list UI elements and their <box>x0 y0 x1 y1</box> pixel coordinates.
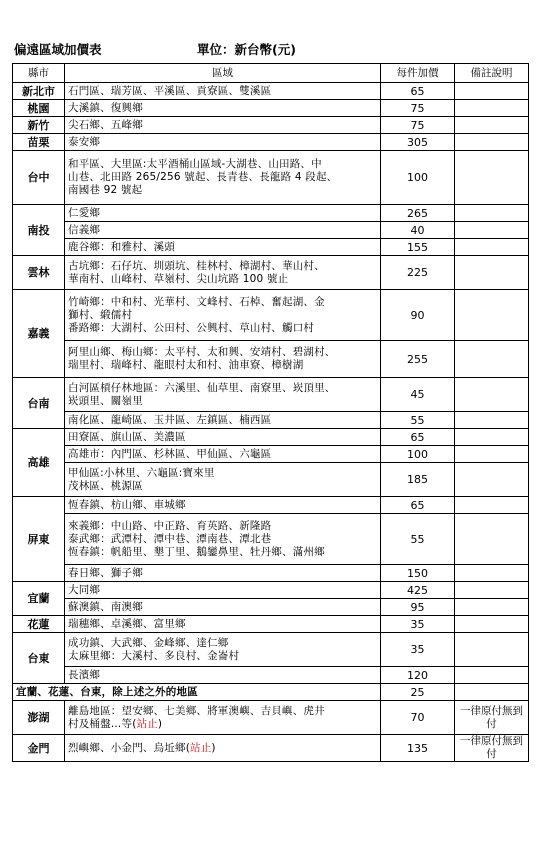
price-cell: 70 <box>381 701 455 735</box>
county-cell: 宜蘭 <box>13 582 65 616</box>
price-cell: 90 <box>381 290 455 341</box>
county-cell: 台南 <box>13 378 65 429</box>
area-cell: 蘇澳鎮、南澳鄉 <box>65 599 381 616</box>
county-cell: 台中 <box>13 151 65 205</box>
area-cell: 和平區、大里區:太平酒桶山區域-大湖巷、山田路、中 山巷、北田路 265/256 號起、長青巷、長龍路 4 段起、 南國巷 92 號起 <box>65 151 381 205</box>
table-row <box>13 497 529 514</box>
note-cell <box>455 565 529 582</box>
table-row <box>13 463 529 497</box>
table-row <box>13 151 529 205</box>
header-note: 備註說明 <box>455 64 529 83</box>
table-row <box>13 667 529 684</box>
table-row <box>13 341 529 378</box>
county-cell: 雲林 <box>13 256 65 290</box>
price-cell: 425 <box>381 582 455 599</box>
station-stop-label: 站止 <box>190 741 212 754</box>
price-cell: 155 <box>381 239 455 256</box>
price-cell: 65 <box>381 429 455 446</box>
note-cell <box>455 667 529 684</box>
price-cell: 35 <box>381 616 455 633</box>
table-row <box>13 735 529 762</box>
note-cell <box>455 412 529 429</box>
note-cell <box>455 514 529 565</box>
note-cell <box>455 290 529 341</box>
area-cell: 阿里山鄉、梅山鄉：太平村、太和興、安靖村、碧湖村、 瑞里村、瑞峰村、龍眼村太和村、油車寮、樟樹湖 <box>65 341 381 378</box>
area-cell: 春日鄉、獅子鄉 <box>65 565 381 582</box>
county-cell: 金門 <box>13 735 65 762</box>
area-cell: 來義鄉：中山路、中正路、育英路、新隆路 泰武鄉：武潭村、潭中巷、潭南巷、潭北巷 恆春鎮：帆船里、墾丁里、鵝鑾鼻里、牡丹鄉、滿州鄉 <box>65 514 381 565</box>
table-row <box>13 117 529 134</box>
table-row <box>13 616 529 633</box>
table-row <box>13 429 529 446</box>
price-cell: 100 <box>381 446 455 463</box>
table-row <box>13 239 529 256</box>
area-cell: 白河區槓仔林地區：六溪里、仙草里、南寮里、崁頂里、 崁頭里、關嶺里 <box>65 378 381 412</box>
table-row <box>13 256 529 290</box>
note-cell <box>455 599 529 616</box>
table-row <box>13 378 529 412</box>
area-cell: 田寮區、旗山區、美濃區 <box>65 429 381 446</box>
table-row <box>13 633 529 667</box>
price-cell: 150 <box>381 565 455 582</box>
note-cell <box>455 100 529 117</box>
area-cell: 石門區、瑞芳區、平溪區、貢寮區、雙溪區 <box>65 83 381 100</box>
note-cell <box>455 134 529 151</box>
header-price: 每件加價 <box>381 64 455 83</box>
table-row <box>13 205 529 222</box>
area-cell <box>65 701 381 735</box>
table-row <box>13 565 529 582</box>
county-cell: 澎湖 <box>13 701 65 735</box>
county-cell: 南投 <box>13 205 65 256</box>
area-text: 烈嶼鄉、小金門、烏坵鄉( <box>68 741 190 754</box>
price-cell: 65 <box>381 83 455 100</box>
header-area: 區域 <box>65 64 381 83</box>
note-cell <box>455 582 529 599</box>
note-cell <box>455 429 529 446</box>
price-cell: 55 <box>381 514 455 565</box>
table-row <box>13 222 529 239</box>
price-cell: 25 <box>381 684 455 701</box>
area-cell: 南化區、龍崎區、玉井區、左鎮區、楠西區 <box>65 412 381 429</box>
surcharge-table <box>12 63 529 762</box>
table-row <box>13 599 529 616</box>
area-cell: 恆春鎮、枋山鄉、車城鄉 <box>65 497 381 514</box>
area-cell: 大同鄉 <box>65 582 381 599</box>
area-cell <box>65 735 381 762</box>
note-cell <box>455 151 529 205</box>
price-cell: 265 <box>381 205 455 222</box>
area-text: 離島地區：望安鄉、七美鄉、將軍澳嶼、吉貝嶼、虎井 村及桶盤…等( <box>68 704 325 730</box>
page-title: 偏遠區域加價表 <box>14 42 102 57</box>
merged-area-cell: 宜蘭、花蓮、台東，除上述之外的地區 <box>13 684 381 701</box>
price-cell: 120 <box>381 667 455 684</box>
price-cell: 135 <box>381 735 455 762</box>
table-row <box>13 514 529 565</box>
area-cell: 信義鄉 <box>65 222 381 239</box>
county-cell: 台東 <box>13 633 65 684</box>
note-cell <box>455 616 529 633</box>
note-cell <box>455 256 529 290</box>
price-cell: 75 <box>381 117 455 134</box>
note-cell <box>455 341 529 378</box>
table-row <box>13 83 529 100</box>
table-row <box>13 412 529 429</box>
note-cell: 一律原付無到付 <box>455 735 529 762</box>
county-cell: 苗栗 <box>13 134 65 151</box>
note-cell: 一律原付無到付 <box>455 701 529 735</box>
area-cell: 甲仙區:小林里、六龜區:寶來里 茂林區、桃源區 <box>65 463 381 497</box>
area-text-tail: ) <box>157 717 163 730</box>
area-cell: 竹崎鄉：中和村、光華村、文峰村、石棹、奮起湖、金 獅村、緞儒村 番路鄉：大湖村、公田村、公興村、草山村、觸口村 <box>65 290 381 341</box>
note-cell <box>455 633 529 667</box>
price-cell: 45 <box>381 378 455 412</box>
county-cell: 高雄 <box>13 429 65 497</box>
table-row <box>13 100 529 117</box>
county-cell: 屏東 <box>13 497 65 582</box>
price-cell: 35 <box>381 633 455 667</box>
note-cell <box>455 117 529 134</box>
price-cell: 225 <box>381 256 455 290</box>
area-cell: 古坑鄉：石仔坑、圳頭坑、桂林村、樟湖村、華山村、 華南村、山峰村、草嶺村、尖山坑路 100 號止 <box>65 256 381 290</box>
note-cell <box>455 222 529 239</box>
note-cell <box>455 463 529 497</box>
station-stop-label: 站止 <box>136 717 158 730</box>
area-cell: 仁愛鄉 <box>65 205 381 222</box>
price-cell: 305 <box>381 134 455 151</box>
price-cell: 75 <box>381 100 455 117</box>
county-cell: 花蓮 <box>13 616 65 633</box>
note-cell <box>455 205 529 222</box>
table-row <box>13 582 529 599</box>
area-cell: 尖石鄉、五峰鄉 <box>65 117 381 134</box>
area-text-tail: ) <box>211 741 216 754</box>
currency-unit: 單位：新台幣(元) <box>197 42 296 57</box>
price-cell: 255 <box>381 341 455 378</box>
area-cell: 成功鎮、大武鄉、金峰鄉、達仁鄉 太麻里鄉：大溪村、多良村、金崙村 <box>65 633 381 667</box>
area-cell: 長濱鄉 <box>65 667 381 684</box>
header-row <box>13 64 529 83</box>
county-cell: 嘉義 <box>13 290 65 378</box>
area-cell: 泰安鄉 <box>65 134 381 151</box>
table-row <box>13 446 529 463</box>
area-cell: 鹿谷鄉：和雅村、溪頭 <box>65 239 381 256</box>
area-cell: 高雄市：內門區、杉林區、甲仙區、六龜區 <box>65 446 381 463</box>
note-cell <box>455 446 529 463</box>
header-county: 縣市 <box>13 64 65 83</box>
note-cell <box>455 239 529 256</box>
area-cell: 瑞穗鄉、卓溪鄉、富里鄉 <box>65 616 381 633</box>
area-cell: 大溪鎮、復興鄉 <box>65 100 381 117</box>
price-cell: 40 <box>381 222 455 239</box>
county-cell: 新北市 <box>13 83 65 100</box>
page-header <box>12 40 528 60</box>
price-cell: 100 <box>381 151 455 205</box>
note-cell <box>455 378 529 412</box>
note-cell <box>455 83 529 100</box>
county-cell: 新竹 <box>13 117 65 134</box>
note-cell <box>455 497 529 514</box>
note-cell <box>455 684 529 701</box>
price-cell: 95 <box>381 599 455 616</box>
table-row <box>13 134 529 151</box>
table-row <box>13 684 529 701</box>
table-row <box>13 290 529 341</box>
price-cell: 55 <box>381 412 455 429</box>
table-row <box>13 701 529 735</box>
county-cell: 桃園 <box>13 100 65 117</box>
price-cell: 65 <box>381 497 455 514</box>
price-cell: 185 <box>381 463 455 497</box>
